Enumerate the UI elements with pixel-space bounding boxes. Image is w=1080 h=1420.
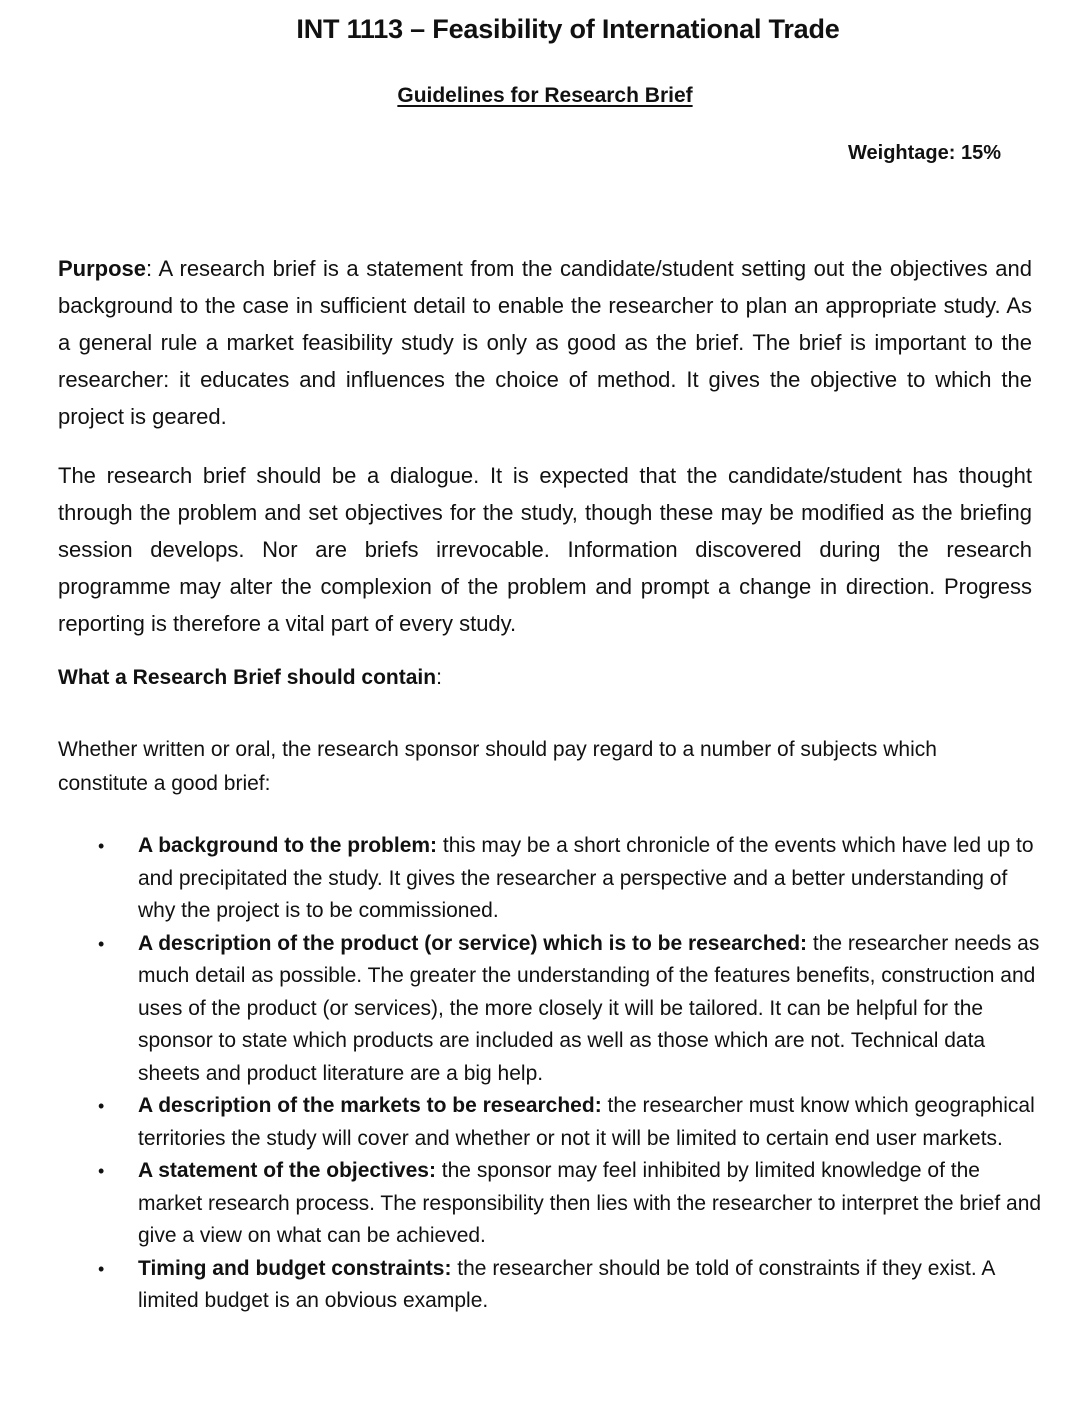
- weightage-label: Weightage: 15%: [848, 142, 1001, 164]
- list-item-text: the researcher needs as much detail as possible. The greater the understanding of the features benefits, construction and uses of the product (or services), the more closely it will be tailored. It can be helpful for the sponsor to state which products are included as well as those which are not. Technical data sheets and product literature are a big help.: [138, 931, 1040, 1085]
- contents-heading-suffix: :: [436, 666, 442, 689]
- document-subtitle: Guidelines for Research Brief: [397, 84, 693, 107]
- list-item-heading: Timing and budget constraints:: [138, 1256, 452, 1280]
- list-item: [98, 1155, 1043, 1253]
- list-item-heading: A description of the markets to be researched:: [138, 1094, 602, 1117]
- list-item: [98, 1090, 1043, 1155]
- purpose-paragraph: [58, 250, 1032, 435]
- list-item-heading: A background to the problem:: [138, 834, 438, 857]
- purpose-label: Purpose: [58, 256, 147, 281]
- list-item-text: this may be a short chronicle of the events which have led up to and precipitated the study. It gives the researcher a perspective and a better understanding of why the project is to be commissioned.: [138, 834, 1034, 922]
- list-item: [98, 830, 1043, 928]
- list-item-text: the sponsor may feel inhibited by limited knowledge of the market research process. The responsibility then lies with the researcher to interpret the brief and give a view on what can be achieved.: [138, 1159, 1042, 1247]
- list-item: [98, 928, 1043, 1091]
- bullet-icon: •: [98, 1258, 105, 1279]
- bullet-icon: •: [98, 1096, 105, 1116]
- bullet-icon: •: [98, 836, 105, 856]
- dialogue-paragraph: The research brief should be a dialogue. It is expected that the candidate/student has thought through the problem and set objectives for the study, though these may be modified as the briefing session develops. Nor are briefs irrevocable. Information discovered during the research programme may alter the complexion of the problem and prompt a change in direction. Progress reporting is therefore a vital part of every study.: [58, 463, 1032, 636]
- intro-paragraph: Whether written or oral, the research sponsor should pay regard to a number of subjects which constitute a good brief:: [58, 738, 937, 795]
- purpose-text: : A research brief is a statement from the candidate/student setting out the objectives and background to the case in sufficient detail to enable the researcher to plan an appropriate study. As a general rule a market feasibility study is only as good as the brief. The brief is important to the researcher: it educates and influences the choice of method. It gives the objective to which the project is geared.: [58, 256, 1032, 429]
- list-item-heading: A statement of the objectives:: [138, 1159, 436, 1182]
- list-item-heading: A description of the product (or service) which is to be researched:: [138, 931, 808, 955]
- contents-heading-label: What a Research Brief should contain: [58, 666, 437, 689]
- brief-contents-list: [98, 830, 1043, 1318]
- bullet-icon: •: [98, 933, 105, 954]
- contents-heading: [58, 666, 442, 690]
- list-item: [98, 1253, 1043, 1318]
- document-title: INT 1113 – Feasibility of International Trade: [296, 14, 840, 44]
- list-item-text: the researcher should be told of constraints if they exist. A limited budget is an obvious example.: [138, 1256, 995, 1312]
- bullet-icon: •: [98, 1161, 105, 1181]
- list-item-text: the researcher must know which geographical territories the study will cover and whether or not it will be limited to certain end user markets.: [138, 1094, 1035, 1150]
